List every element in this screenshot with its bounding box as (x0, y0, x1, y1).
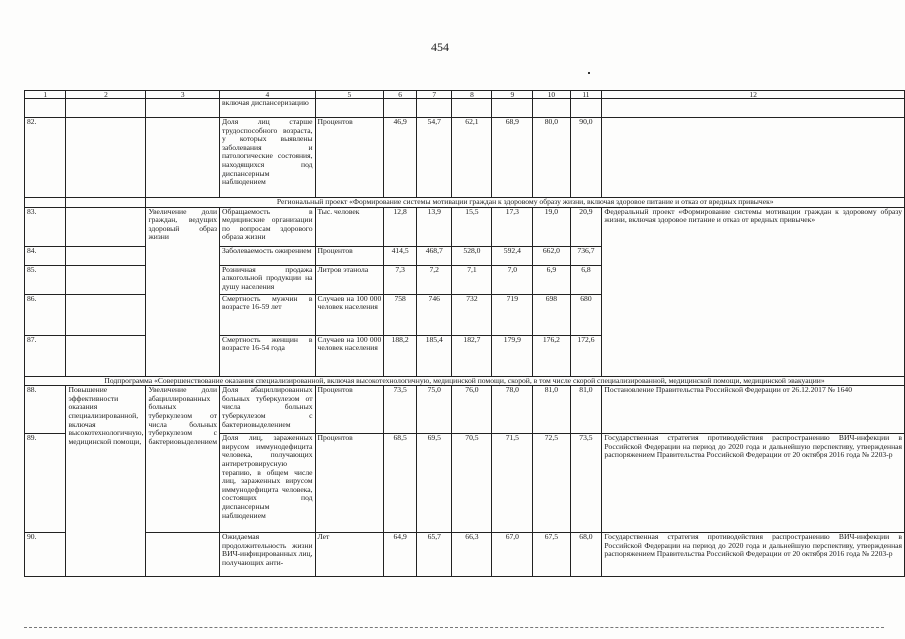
value-cell: 662,0 (533, 246, 570, 265)
value-cell: 76,0 (452, 386, 492, 434)
value-cell: 7,2 (417, 265, 452, 294)
value-cell: 15,5 (452, 207, 492, 246)
value-cell: 72,5 (533, 434, 570, 533)
page-number: 454 (431, 40, 449, 54)
unit-cell: Процентов (315, 386, 384, 434)
table-row (25, 99, 905, 118)
unit-cell: Процентов (315, 246, 384, 265)
indicator-cell: Доля абациллированных больных туберкулезом от числа больных туберкулезом с бактериовыделением (220, 386, 315, 434)
column-number: 9 (492, 91, 533, 99)
value-cell: 81,0 (570, 386, 602, 434)
table-row (25, 533, 905, 577)
value-cell: 12,8 (384, 207, 417, 246)
indicator-cell: включая диспансеризацию (220, 99, 315, 118)
value-cell: 69,5 (417, 434, 452, 533)
value-cell: 78,0 (492, 386, 533, 434)
table-row (25, 118, 905, 198)
value-cell: 17,3 (492, 207, 533, 246)
value-cell: 70,5 (452, 434, 492, 533)
value-cell: 65,7 (417, 533, 452, 577)
column-number: 2 (66, 91, 146, 99)
indicator-cell: Ожидаемая продолжительность жизни ВИЧ-инфицированных лиц, получающих анти- (220, 533, 315, 577)
unit-cell: Случаев на 100 000 человек населения (315, 294, 384, 335)
column-number: 11 (570, 91, 602, 99)
goal-cell: Увеличение доли абациллированных больных туберкулезом от числа больных туберкулезом с бактериовыделением (146, 386, 220, 533)
basis-cell: Государственная стратегия противодействия распространению ВИЧ-инфекции в Российской Федерации на период до 2020 года и дальнейшую перспективу, утвержденная распоряжением Правительства Российской Федерации от 20 октября 2016 года № 2203-р (602, 533, 905, 577)
value-cell: 188,2 (384, 335, 417, 376)
indicator-cell: Заболеваемость ожирением (220, 246, 315, 265)
row-number: 87. (25, 335, 66, 376)
value-cell: 73,5 (384, 386, 417, 434)
column-number-row (25, 91, 905, 99)
value-cell: 7,3 (384, 265, 417, 294)
scan-edge-divider (24, 627, 884, 628)
section-row (25, 198, 905, 208)
column-number: 6 (384, 91, 417, 99)
value-cell: 75,0 (417, 386, 452, 434)
indicator-cell: Обращаемость в медицинские организации по вопросам здорового образа жизни (220, 207, 315, 246)
unit-cell: Лет (315, 533, 384, 577)
indicator-cell: Доля лиц, зараженных вирусом иммунодефицита человека, получающих антиретровирусную терапию, в общем числе лиц, зараженных вирусом иммунодефицита человека, состоящих под диспансерным наблюдением (220, 434, 315, 533)
value-cell: 13,9 (417, 207, 452, 246)
value-cell: 66,3 (452, 533, 492, 577)
row-number: 84. (25, 246, 66, 265)
row-number: 86. (25, 294, 66, 335)
value-cell: 758 (384, 294, 417, 335)
value-cell: 528,0 (452, 246, 492, 265)
section-row (25, 376, 905, 386)
value-cell: 468,7 (417, 246, 452, 265)
unit-cell: Случаев на 100 000 человек населения (315, 335, 384, 376)
value-cell: 73,5 (570, 434, 602, 533)
value-cell: 732 (452, 294, 492, 335)
value-cell: 62,1 (452, 118, 492, 198)
basis-cell: Государственная стратегия противодействия распространению ВИЧ-инфекции в Российской Федерации на период до 2020 года и дальнейшую перспективу, утвержденная распоряжением Правительства Российской Федерации от 20 октября 2016 года № 2203-р (602, 434, 905, 533)
indicator-cell: Розничная продажа алкогольной продукции на душу населения (220, 265, 315, 294)
section-title: Региональный проект «Формирование системы мотивации граждан к здоровому образу жизни, включая здоровое питание и отказ от вредных привычек» (146, 198, 905, 208)
value-cell: 414,5 (384, 246, 417, 265)
value-cell: 64,9 (384, 533, 417, 577)
value-cell: 698 (533, 294, 570, 335)
value-cell: 67,5 (533, 533, 570, 577)
value-cell: 176,2 (533, 335, 570, 376)
value-cell: 71,5 (492, 434, 533, 533)
row-number: 90. (25, 533, 66, 577)
row-number: 85. (25, 265, 66, 294)
indicator-cell: Смертность мужчин в возрасте 16-59 лет (220, 294, 315, 335)
value-cell: 736,7 (570, 246, 602, 265)
column-number: 3 (146, 91, 220, 99)
value-cell: 680 (570, 294, 602, 335)
value-cell: 182,7 (452, 335, 492, 376)
value-cell: 46,9 (384, 118, 417, 198)
value-cell: 7,1 (452, 265, 492, 294)
indicator-cell: Доля лиц старше трудоспособного возраста, у которых выявлены заболевания и патологические состояния, находящихся под диспансерным наблюдением (220, 118, 315, 198)
row-number: 82. (25, 118, 66, 198)
value-cell: 6,9 (533, 265, 570, 294)
value-cell: 68,5 (384, 434, 417, 533)
value-cell: 185,4 (417, 335, 452, 376)
value-cell: 7,0 (492, 265, 533, 294)
basis-cell: Федеральный проект «Формирование системы мотивации граждан к здоровому образу жизни, включая здоровое питание и отказ от вредных привычек» (602, 207, 905, 376)
basis-cell: Постановление Правительства Российской Федерации от 26.12.2017 № 1640 (602, 386, 905, 434)
value-cell: 592,4 (492, 246, 533, 265)
row-number: 88. (25, 386, 66, 434)
unit-cell: Процентов (315, 434, 384, 533)
value-cell: 179,9 (492, 335, 533, 376)
column-number: 5 (315, 91, 384, 99)
value-cell: 20,9 (570, 207, 602, 246)
value-cell: 81,0 (533, 386, 570, 434)
value-cell: 6,8 (570, 265, 602, 294)
column-number: 8 (452, 91, 492, 99)
value-cell: 68,9 (492, 118, 533, 198)
value-cell: 746 (417, 294, 452, 335)
row-number: 89. (25, 434, 66, 533)
value-cell: 67,0 (492, 533, 533, 577)
value-cell: 719 (492, 294, 533, 335)
column-number: 1 (25, 91, 66, 99)
column-number: 12 (602, 91, 905, 99)
row-number: 83. (25, 207, 66, 246)
scan-dot (588, 72, 590, 74)
unit-cell: Литров этанола (315, 265, 384, 294)
indicators-table (24, 90, 905, 577)
column-number: 7 (417, 91, 452, 99)
value-cell: 80,0 (533, 118, 570, 198)
value-cell: 54,7 (417, 118, 452, 198)
column-number: 4 (220, 91, 315, 99)
value-cell: 90,0 (570, 118, 602, 198)
value-cell: 68,0 (570, 533, 602, 577)
column-number: 10 (533, 91, 570, 99)
subprogram-goal-cell: Повышение эффективности оказания специализированной, включая высокотехнологичную, медицинской помощи, (66, 386, 146, 577)
indicator-cell: Смертность женщин в возрасте 16-54 года (220, 335, 315, 376)
value-cell: 172,6 (570, 335, 602, 376)
unit-cell: Тыс. человек (315, 207, 384, 246)
table-row (25, 386, 905, 434)
table-row (25, 207, 905, 246)
section-title: Подпрограмма «Совершенствование оказания специализированной, включая высокотехнологичную, медицинской помощи, скорой, в том числе скорой специализированной, медицинской помощи, медицинской эвакуации» (25, 376, 905, 386)
unit-cell: Процентов (315, 118, 384, 198)
value-cell: 19,0 (533, 207, 570, 246)
goal-cell: Увеличение доли граждан, ведущих здоровый образ жизни (146, 207, 220, 376)
